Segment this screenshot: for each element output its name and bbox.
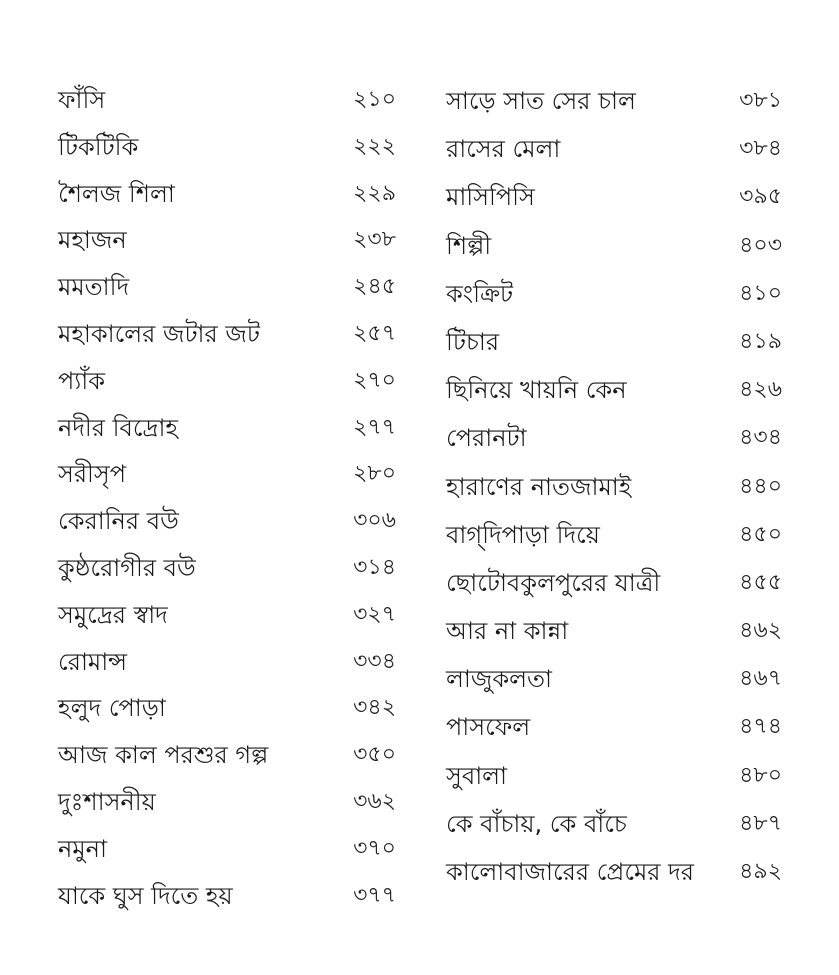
toc-right-column	[446, 77, 782, 896]
story-title: পাসফেল	[446, 713, 531, 742]
story-title: ছিনিয়ে খায়নি কেন	[446, 376, 627, 405]
toc-entry	[446, 318, 782, 366]
story-title: দুঃশাসনীয়	[58, 787, 156, 816]
story-title: নমুনা	[58, 834, 107, 863]
toc-entry	[58, 779, 396, 826]
toc-entry	[446, 77, 782, 125]
page-number: ৪৭৪	[739, 714, 782, 740]
page-number: ৩৮৪	[739, 136, 782, 162]
page-number: ৪৬২	[739, 618, 782, 644]
page-number: ২২২	[353, 133, 396, 159]
toc-entry	[446, 752, 782, 800]
toc-entry	[446, 414, 782, 462]
toc-entry	[446, 222, 782, 270]
page-number: ২৭০	[353, 367, 396, 393]
story-title: ছোটোবকুলপুরের যাত্রী	[446, 568, 661, 597]
story-title: টিচার	[446, 327, 500, 356]
toc-entry	[58, 498, 396, 545]
page-number: ৩৭৭	[353, 882, 396, 908]
toc-entry	[58, 639, 396, 686]
toc-entry	[446, 366, 782, 414]
story-title: কে বাঁচায়, কে বাঁচে	[446, 809, 627, 838]
toc-entry	[58, 217, 396, 264]
story-title: কেরানির বউ	[58, 507, 179, 536]
toc-left-column	[58, 77, 396, 919]
toc-entry	[58, 545, 396, 592]
page-number: ৪৫০	[739, 521, 782, 547]
story-title: প্যাঁক	[58, 366, 106, 395]
story-title: আর না কান্না	[446, 617, 569, 646]
page-number: ২২৯	[353, 180, 396, 206]
story-title: কংক্রিট	[446, 279, 514, 308]
story-title: শৈলজ শিলা	[58, 179, 175, 208]
toc-entry	[446, 511, 782, 559]
story-title: সরীসৃপ	[58, 460, 127, 489]
page-number: ২৫৭	[353, 320, 396, 346]
story-title: মমতাদি	[58, 273, 130, 302]
toc-entry	[58, 77, 396, 124]
story-title: সমুদ্রের স্বাদ	[58, 600, 168, 629]
toc-entry	[446, 463, 782, 511]
toc-entry	[58, 732, 396, 779]
toc-entry	[446, 800, 782, 848]
toc-entry	[58, 171, 396, 218]
page-number: ৪১৯	[739, 328, 782, 354]
page-number: ৩৪২	[353, 695, 396, 721]
page-number: ৪২৬	[739, 377, 782, 403]
story-title: হারাণের নাতজামাই	[446, 472, 632, 501]
toc-entry	[58, 826, 396, 873]
page-number: ৪১০	[739, 280, 782, 306]
story-title: লাজুকলতা	[446, 665, 552, 694]
story-title: আজ কাল পরশুর গল্প	[58, 741, 269, 770]
toc-entry	[58, 592, 396, 639]
story-title: ফাঁসি	[58, 86, 106, 114]
toc-entry	[58, 124, 396, 171]
story-title: মহাজন	[58, 226, 127, 255]
toc-entry	[446, 125, 782, 173]
page-number: ৩৯৫	[739, 184, 782, 210]
toc-entry	[58, 264, 396, 311]
story-title: টিকটিকি	[58, 132, 139, 161]
toc-entry	[58, 873, 396, 920]
story-title: মহাকালের জটার জট	[58, 319, 260, 348]
story-title: সুবালা	[446, 761, 508, 790]
toc-entry	[58, 685, 396, 732]
page-number: ৪৬৭	[739, 666, 782, 692]
story-title: যাকে ঘুস দিতে হয়	[58, 881, 233, 910]
toc-entry	[446, 703, 782, 751]
story-title: রোমান্স	[58, 647, 128, 676]
story-title: নদীর বিদ্রোহ	[58, 413, 179, 442]
page-number: ৪৫৫	[739, 569, 782, 595]
page-number: ৪০৩	[739, 232, 782, 258]
story-title: সাড়ে সাত সের চাল	[446, 87, 636, 115]
page-number: ৪৯২	[739, 859, 782, 884]
toc-entry	[446, 655, 782, 703]
page-number: ২৪৫	[353, 274, 396, 300]
table-of-contents	[0, 77, 839, 917]
story-title: কালোবাজারের প্রেমের দর	[446, 858, 694, 886]
page-number: ৩০৬	[353, 508, 396, 534]
story-title: মাসিপিসি	[446, 183, 535, 212]
page-number: ৪৮০	[739, 762, 782, 788]
page-number: ৪৮৭	[739, 810, 782, 836]
page-number: ৩২৭	[353, 601, 396, 627]
toc-entry	[58, 311, 396, 358]
story-title: হলুদ পোড়া	[58, 694, 166, 723]
toc-entry	[58, 405, 396, 452]
page-number: ৪৪০	[739, 473, 782, 499]
toc-entry	[58, 451, 396, 498]
toc-entry	[446, 848, 782, 896]
page-number: ২৮০	[353, 461, 396, 487]
page-number: ২৩৮	[353, 227, 396, 253]
story-title: বাগ্‌দিপাড়া দিয়ে	[446, 520, 600, 549]
page-number: ৩১৪	[353, 554, 396, 580]
page-number: ৩৩৪	[353, 648, 396, 674]
toc-entry	[58, 358, 396, 405]
story-title: পেরানটা	[446, 424, 527, 453]
page-number: ৪৩৪	[739, 425, 782, 451]
page-number: ৩৭০	[353, 835, 396, 861]
toc-entry	[446, 270, 782, 318]
story-title: রাসের মেলা	[446, 135, 561, 164]
toc-entry	[446, 173, 782, 221]
toc-entry	[446, 559, 782, 607]
page-number: ৩৮১	[739, 88, 782, 113]
toc-entry	[446, 607, 782, 655]
page-number: ৩৫০	[353, 742, 396, 768]
page-number: ২১০	[353, 87, 396, 112]
page-number: ২৭৭	[353, 414, 396, 440]
story-title: শিল্পী	[446, 231, 492, 260]
story-title: কুষ্ঠরোগীর বউ	[58, 553, 196, 582]
page-number: ৩৬২	[353, 788, 396, 814]
